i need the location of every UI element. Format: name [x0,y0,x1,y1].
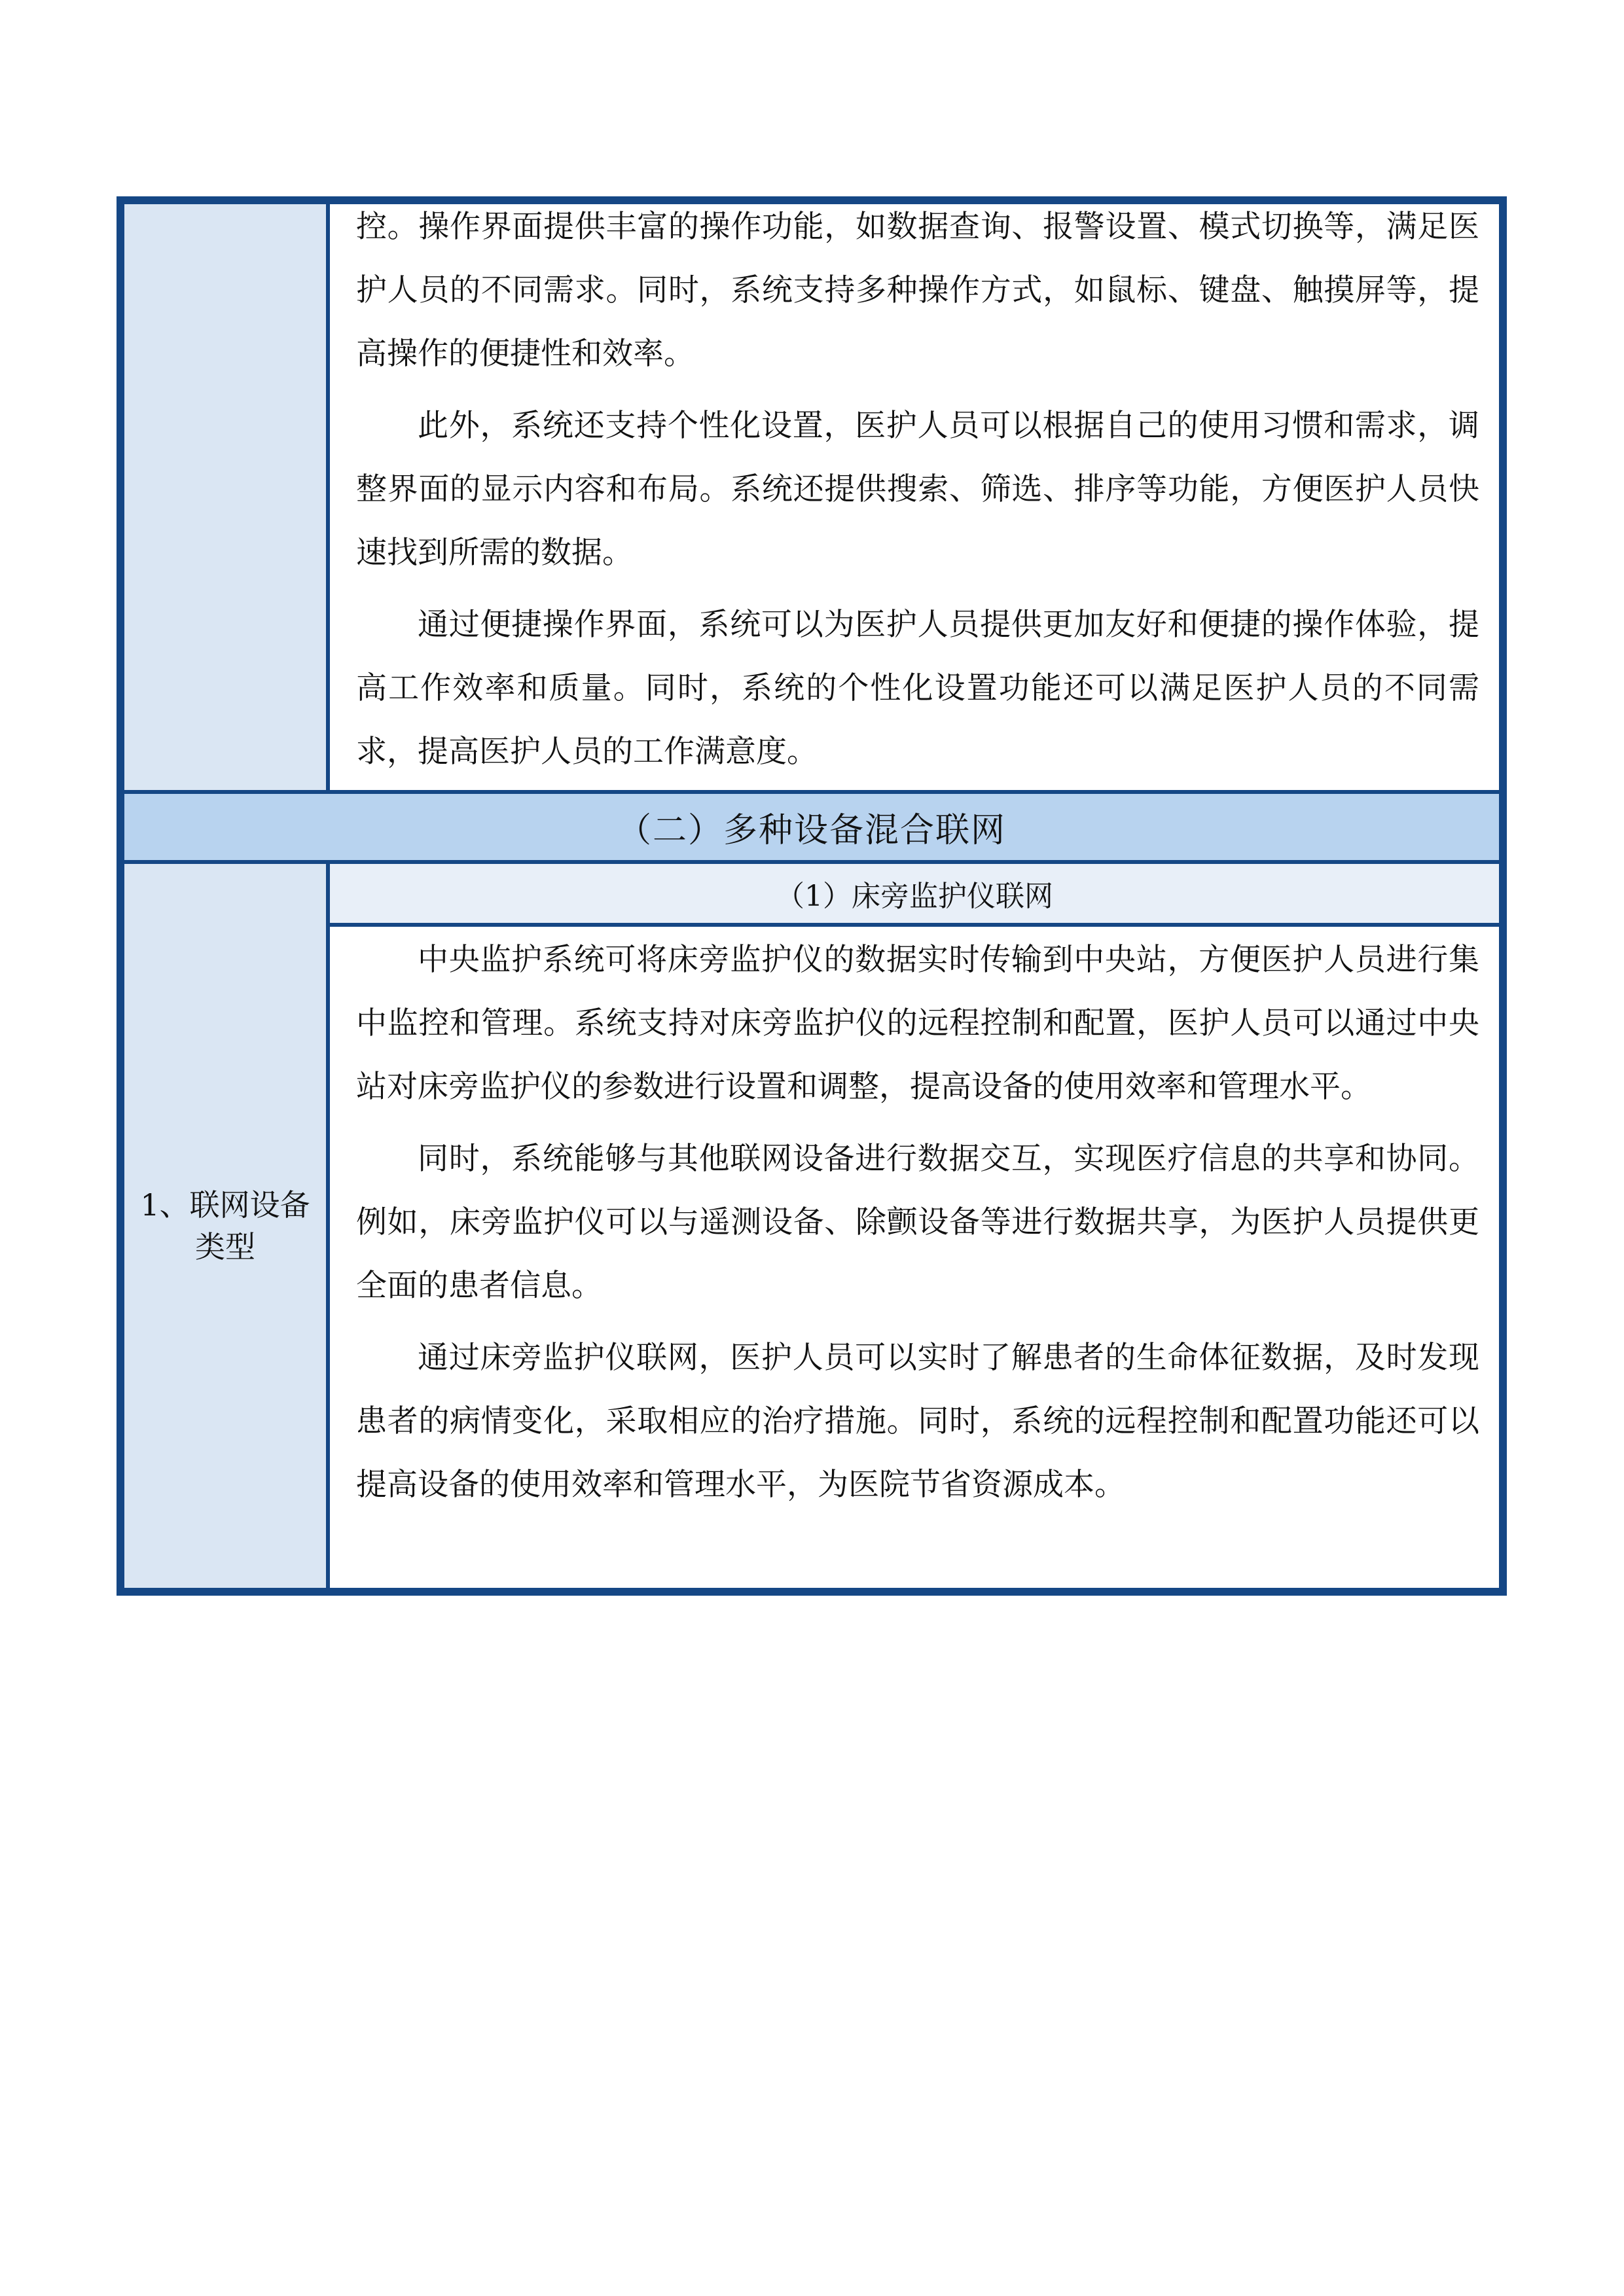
row-label: 1、联网设备类型 [140,1187,310,1265]
row1-left-cell [124,204,326,790]
paragraph: 同时，系统能够与其他联网设备进行数据交互，实现医疗信息的共享和协同。例如，床旁监护仪可以与遥测设备、除颤设备等进行数据共享，为医护人员提供更全面的患者信息。 [356,1141,1479,1304]
content-table [117,196,1507,1596]
paragraph: 控。操作界面提供丰富的操作功能，如数据查询、报警设置、模式切换等，满足医护人员的不同需求。同时，系统支持多种操作方式，如鼠标、键盘、触摸屏等，提高操作的便捷性和效率。 [356,209,1479,372]
paragraph: 中央监护系统可将床旁监护仪的数据实时传输到中央站，方便医护人员进行集中监控和管理。系统支持对床旁监护仪的远程控制和配置，医护人员可以通过中央站对床旁监护仪的参数进行设置和调整，提高设备的使用效率和管理水平。 [356,942,1479,1105]
row-label-cell [124,864,326,1588]
section-title: （二）多种设备混合联网 [617,811,1006,850]
sub-header-title: （1）床旁监护仪联网 [776,880,1053,913]
paragraph: 此外，系统还支持个性化设置，医护人员可以根据自己的使用习惯和需求，调整界面的显示内容和布局。系统还提供搜索、筛选、排序等功能，方便医护人员快速找到所需的数据。 [356,408,1479,571]
row2-text-cell [330,927,1499,1588]
row1-text-cell [330,195,1499,790]
paragraph: 通过床旁监护仪联网，医护人员可以实时了解患者的生命体征数据，及时发现患者的病情变化，采取相应的治疗措施。同时，系统的远程控制和配置功能还可以提高设备的使用效率和管理水平，为医院节省资源成本。 [356,1340,1479,1503]
paragraph: 通过便捷操作界面，系统可以为医护人员提供更加友好和便捷的操作体验，提高工作效率和质量。同时，系统的个性化设置功能还可以满足医护人员的不同需求，提高医护人员的工作满意度。 [356,607,1479,770]
sub-header [330,864,1499,923]
section-header [124,794,1499,860]
